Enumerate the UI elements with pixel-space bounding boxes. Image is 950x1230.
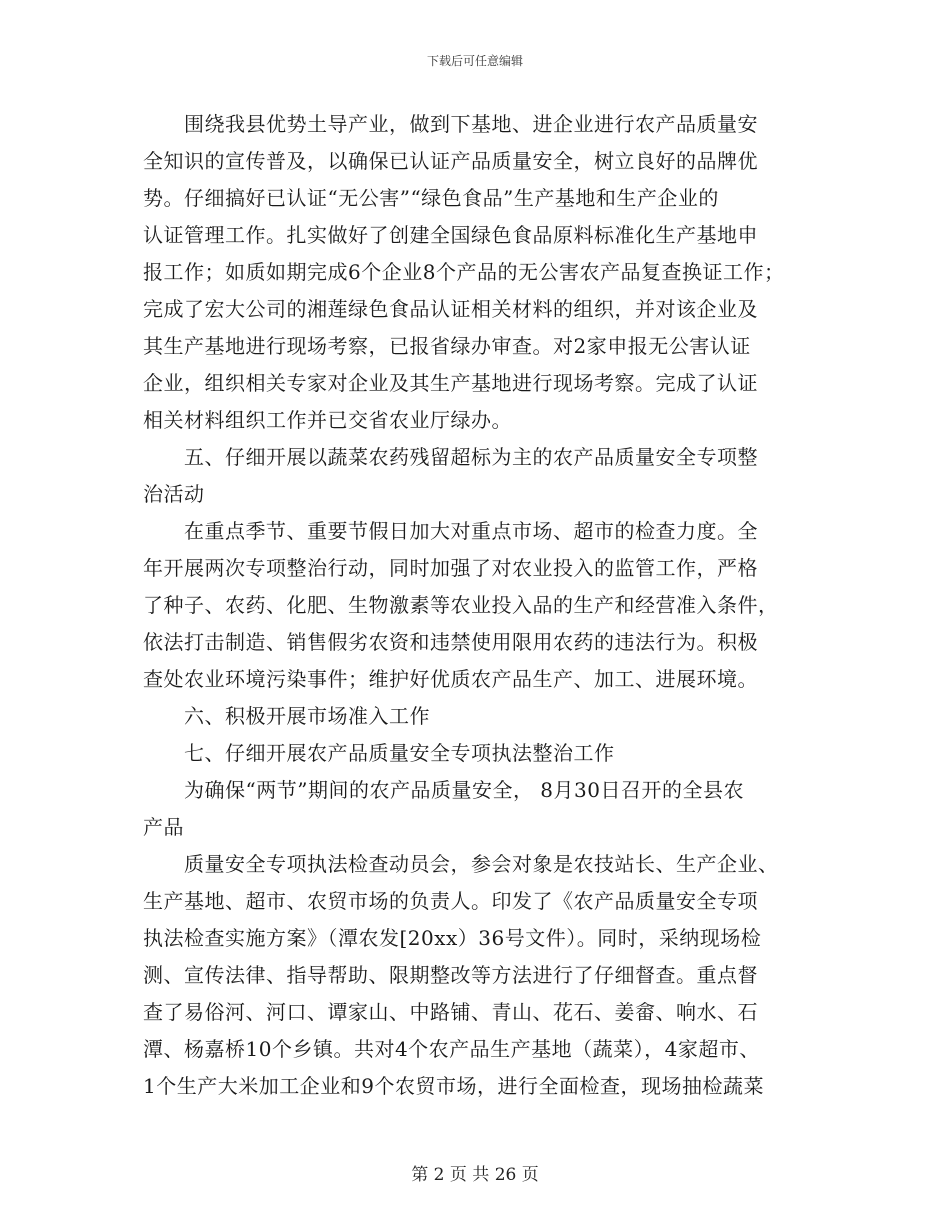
text-line: 认证管理工作。扎实做好了创建全国绿色食品原料标准化生产基地申 (143, 223, 758, 247)
section-heading: 五、仔细开展以蔬菜农药残留超标为主的农产品质量安全专项整 (143, 445, 758, 469)
text-line: 质量安全专项执法检查动员会，参会对象是农技站长、生产企业、 (143, 852, 779, 876)
text-line: 年开展两次专项整治行动，同时加强了对农业投入的监管工作，严格 (143, 556, 758, 580)
text-line: 潭、杨嘉桥10个乡镇。共对4个农产品生产基地（蔬菜），4家超市、 (143, 1037, 760, 1061)
text-line: 1个生产大米加工企业和9个农贸市场，进行全面检查，现场抽检蔬菜 (143, 1074, 764, 1098)
text-line: 了种子、农药、化肥、生物激素等农业投入品的生产和经营准入条件， (143, 593, 779, 617)
section-heading: 治活动 (143, 482, 205, 506)
text-line: 围绕我县优势土导产业，做到下基地、进企业进行农产品质量安 (143, 112, 758, 136)
text-line: 企业，组织相关专家对企业及其生产基地进行现场考察。完成了认证 (143, 371, 758, 395)
text-line: 为确保“两节”期间的农产品质量安全， 8月30日召开的全县农 (143, 778, 744, 802)
section-heading: 六、积极开展市场准入工作 (143, 704, 430, 728)
page-header: 下载后可任意编辑 (426, 54, 523, 68)
text-line: 测、宣传法律、指导帮助、限期整改等方法进行了仔细督查。重点督 (143, 963, 758, 987)
text-line: 生产基地、超市、农贸市场的负责人。印发了《农产品质量安全专项 (143, 889, 758, 913)
text-line: 全知识的宣传普及，以确保已认证产品质量安全，树立良好的品牌优 (143, 149, 758, 173)
text-line: 报工作；如质如期完成6个企业8个产品的无公害农产品复查换证工作； (143, 260, 785, 284)
text-line: 查了易俗河、河口、谭家山、中路铺、青山、花石、姜畲、响水、石 (143, 1000, 758, 1024)
text-line: 势。仔细搞好已认证“无公害”“绿色食品”生产基地和生产企业的 (143, 186, 719, 210)
text-line: 产品 (143, 815, 184, 839)
text-line: 依法打击制造、销售假劣农资和违禁使用限用农药的违法行为。积极 (143, 630, 758, 654)
section-heading: 七、仔细开展农产品质量安全专项执法整治工作 (143, 741, 615, 765)
document-body (143, 106, 833, 1105)
text-line: 相关材料组织工作并已交省农业厅绿办。 (143, 408, 512, 432)
text-line: 在重点季节、重要节假日加大对重点市场、超市的检查力度。全 (143, 519, 758, 543)
page-footer: 第 2 页 共 26 页 (411, 1165, 539, 1185)
text-line: 其生产基地进行现场考察，已报省绿办审查。对2家申报无公害认证 (143, 334, 751, 358)
text-line: 完成了宏大公司的湘莲绿色食品认证相关材料的组织，并对该企业及 (143, 297, 758, 321)
text-line: 执法检查实施方案》（潭农发[20xx）36号文件）。同时，采纳现场检 (143, 926, 762, 950)
text-line: 查处农业环境污染事件；维护好优质农产品生产、加工、进展环境。 (143, 667, 758, 691)
